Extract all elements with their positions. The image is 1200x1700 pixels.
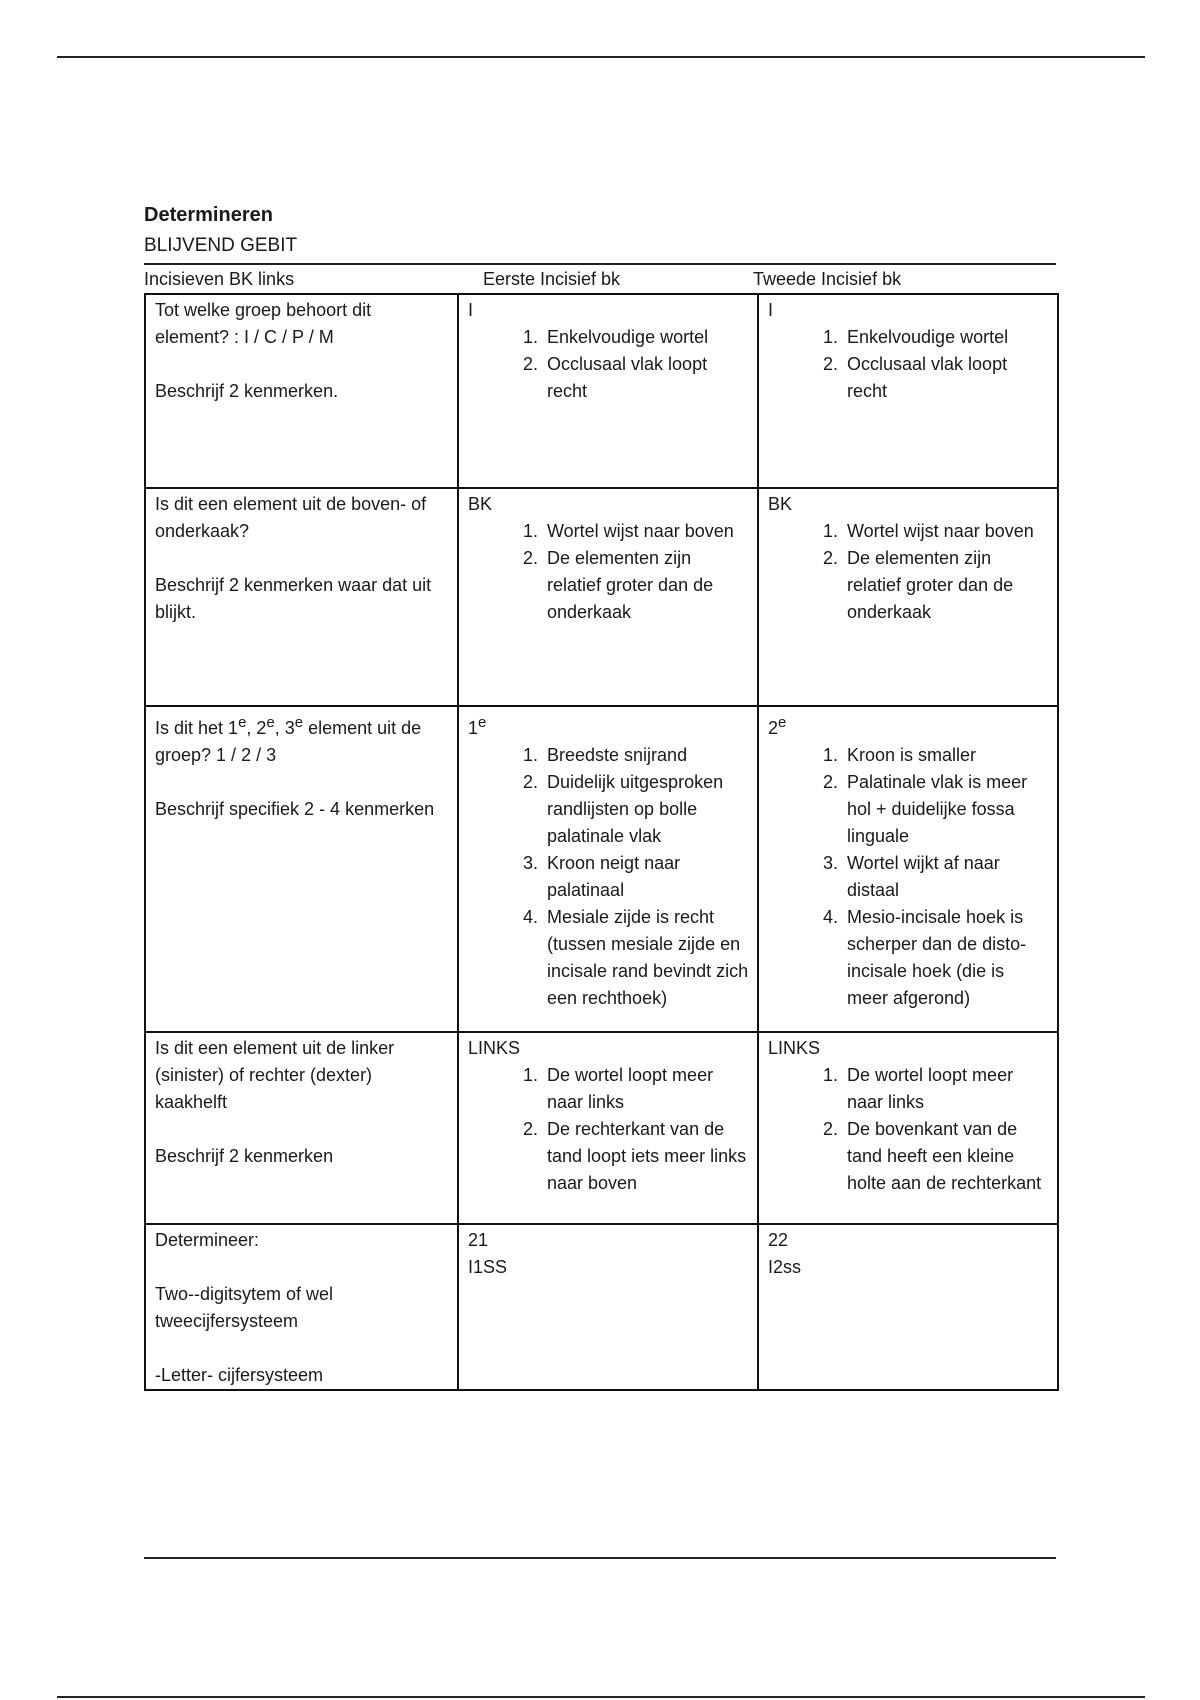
table-row-position <box>145 706 1058 1032</box>
header-tweede-incisief: Tweede Incisief bk <box>753 269 902 289</box>
answer-head: 1e <box>468 714 487 738</box>
instruction-text: Beschrijf specifiek 2 - 4 kenmerken <box>155 799 435 819</box>
second-incisor-cell <box>758 294 1058 488</box>
answer-list <box>468 742 749 1012</box>
question-text: Is dit een element uit de linker (sinister) of rechter (dexter) kaakhelft <box>155 1038 395 1112</box>
table-row-side <box>145 1032 1058 1224</box>
question-text: Is dit een element uit de boven- of onderkaak? <box>155 494 427 541</box>
list-item: 2. Occlusaal vlak loopt recht <box>543 351 749 405</box>
question-text: Is dit het 1e, 2e, 3e element uit de groep? 1 / 2 / 3 <box>155 714 422 765</box>
two-digit-code: 21 <box>468 1230 489 1250</box>
answer-head: BK <box>768 494 793 514</box>
bottom-rule <box>57 1696 1145 1698</box>
table-row-jaw <box>145 488 1058 706</box>
answer-head: LINKS <box>468 1038 521 1058</box>
list-item: 4. Mesiale zijde is recht (tussen mesiale zijde en incisale rand bevindt zich een rechthoek) <box>543 904 749 1012</box>
list-item: 1. Breedste snijrand <box>543 742 749 769</box>
list-item: 2. Duidelijk uitgesproken randlijsten op bolle palatinale vlak <box>543 769 749 850</box>
list-item: 1. Enkelvoudige wortel <box>843 324 1049 351</box>
instruction-text: Two--digitsytem of wel tweecijfersysteem <box>155 1284 334 1331</box>
question-cell <box>145 294 458 488</box>
second-incisor-cell <box>758 1224 1058 1390</box>
second-incisor-cell <box>758 1032 1058 1224</box>
second-incisor-cell <box>758 488 1058 706</box>
question-text: Determineer: <box>155 1230 260 1250</box>
list-item: 1. De wortel loopt meer naar links <box>843 1062 1049 1116</box>
answer-list <box>768 324 1049 405</box>
header-eerste-incisief: Eerste Incisief bk <box>483 269 621 289</box>
question-cell <box>145 1224 458 1390</box>
instruction-text: Beschrijf 2 kenmerken. <box>155 381 339 401</box>
document-subtitle: BLIJVEND GEBIT <box>144 235 298 256</box>
two-digit-code: 22 <box>768 1230 789 1250</box>
first-incisor-cell <box>458 488 758 706</box>
list-item: 3. Kroon neigt naar palatinaal <box>543 850 749 904</box>
second-incisor-cell <box>758 706 1058 1032</box>
letter-digit-code: I1SS <box>468 1257 508 1277</box>
top-rule <box>57 56 1145 58</box>
list-item: 3. Wortel wijkt af naar distaal <box>843 850 1049 904</box>
table-row-determine <box>145 1224 1058 1390</box>
instruction-text: Beschrijf 2 kenmerken <box>155 1146 334 1166</box>
answer-head: 2e <box>768 714 787 738</box>
answer-head: BK <box>468 494 493 514</box>
answer-list <box>468 1062 749 1197</box>
answer-head: I <box>768 300 774 320</box>
list-item: 2. De elementen zijn relatief groter dan de onderkaak <box>543 545 749 626</box>
list-item: 1. Kroon is smaller <box>843 742 1049 769</box>
answer-head: LINKS <box>768 1038 821 1058</box>
question-text: Tot welke groep behoort dit element? : I / C / P / M <box>155 300 372 347</box>
question-cell <box>145 706 458 1032</box>
list-item: 2. Palatinale vlak is meer hol + duidelijke fossa linguale <box>843 769 1049 850</box>
list-item: 2. Occlusaal vlak loopt recht <box>843 351 1049 405</box>
list-item: 1. Wortel wijst naar boven <box>543 518 749 545</box>
first-incisor-cell <box>458 1224 758 1390</box>
list-item: 1. Wortel wijst naar boven <box>843 518 1049 545</box>
list-item: 1. De wortel loopt meer naar links <box>543 1062 749 1116</box>
answer-list <box>768 742 1049 1012</box>
first-incisor-cell <box>458 1032 758 1224</box>
instruction-text: Beschrijf 2 kenmerken waar dat uit blijkt. <box>155 575 432 622</box>
list-item: 2. De elementen zijn relatief groter dan de onderkaak <box>843 545 1049 626</box>
list-item: 2. De rechterkant van de tand loopt iets meer links naar boven <box>543 1116 749 1197</box>
table-row-group <box>145 294 1058 488</box>
list-item: 2. De bovenkant van de tand heeft een kleine holte aan de rechterkant <box>843 1116 1049 1197</box>
answer-list <box>468 518 749 626</box>
document-title: Determineren <box>144 204 273 226</box>
first-incisor-cell <box>458 706 758 1032</box>
answer-list <box>768 518 1049 626</box>
list-item: 1. Enkelvoudige wortel <box>543 324 749 351</box>
question-cell <box>145 1032 458 1224</box>
list-item: 4. Mesio-incisale hoek is scherper dan de disto-incisale hoek (die is meer afgerond) <box>843 904 1049 1012</box>
answer-list <box>768 1062 1049 1197</box>
table-header-row <box>144 263 1056 293</box>
answer-list <box>468 324 749 405</box>
answer-head: I <box>468 300 474 320</box>
question-cell <box>145 488 458 706</box>
header-incisieven: Incisieven BK links <box>144 269 295 289</box>
first-incisor-cell <box>458 294 758 488</box>
determination-table <box>144 293 1059 1391</box>
footer-rule <box>144 1557 1056 1559</box>
instruction-text: -Letter- cijfersysteem <box>155 1365 324 1385</box>
letter-digit-code: I2ss <box>768 1257 802 1277</box>
